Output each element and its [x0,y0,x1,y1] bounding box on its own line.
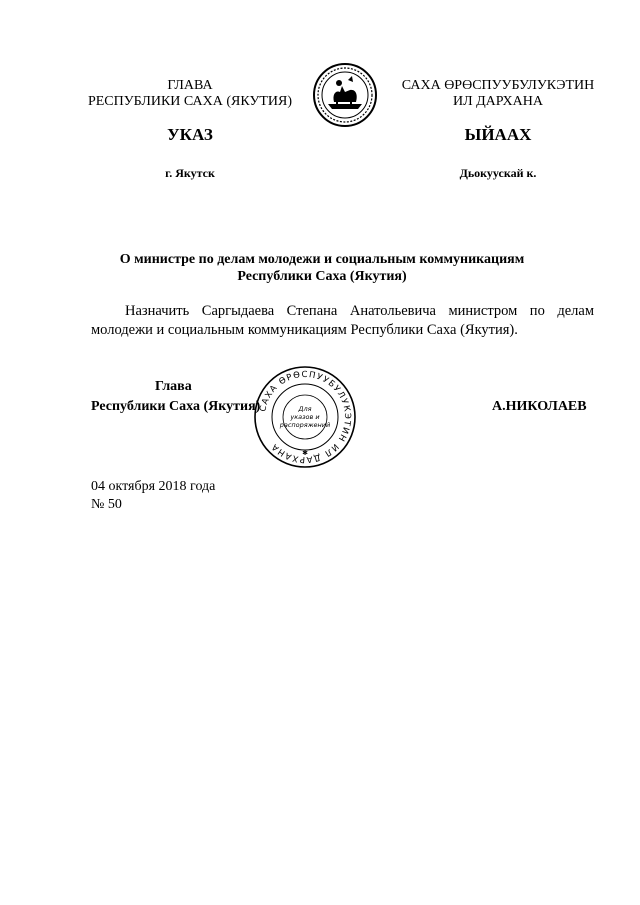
doc-type-left: УКАЗ [167,125,213,144]
stamp-center-line3: распоряжений [279,421,331,429]
city-right: Дьокуускай к. [459,166,537,180]
header-right [388,78,608,110]
stamp-center-line2: указов и [290,413,320,421]
header-right-line2: ИЛ ДАРХАНА [452,94,543,109]
header-left-line1: ГЛАВА [167,78,213,93]
decree-title-line1: О министре по делам молодежи и социальным коммуникациям [119,252,525,267]
decree-body-paragraph: Назначить Саргыдаева Степана Анатольевича министром по делам молодежи и социальным коммуникациям Республики Саха (Якутия). [91,303,594,338]
city-left: г. Якутск [165,166,215,180]
decree-title-line2: Республики Саха (Якутия) [237,269,407,284]
decree-title [80,251,564,285]
decree-date: 04 октября 2018 года [91,479,216,494]
official-stamp [252,364,358,470]
signature-position-line2: Республики Саха (Якутия) [91,399,261,414]
doc-type-right: ЫЙААХ [464,125,532,144]
stamp-center-line1: Для [298,405,312,413]
header-left [80,78,300,110]
header-right-line1: САХА ӨРӨСПУУБУЛУКЭТИН [401,78,595,93]
coat-of-arms-emblem [312,62,378,128]
header-left-line2: РЕСПУБЛИКИ САХА (ЯКУТИЯ) [87,94,293,109]
decree-number: № 50 [91,497,122,512]
stamp-star-icon: ✱ [302,449,308,457]
stamp-ring-text: САХА ӨРӨСПУУБУЛУКЭТИН ИЛ ДАРХАНА [258,369,353,465]
signature-name: А.НИКОЛАЕВ [492,399,587,414]
signature-position-line1: Глава [155,379,192,394]
